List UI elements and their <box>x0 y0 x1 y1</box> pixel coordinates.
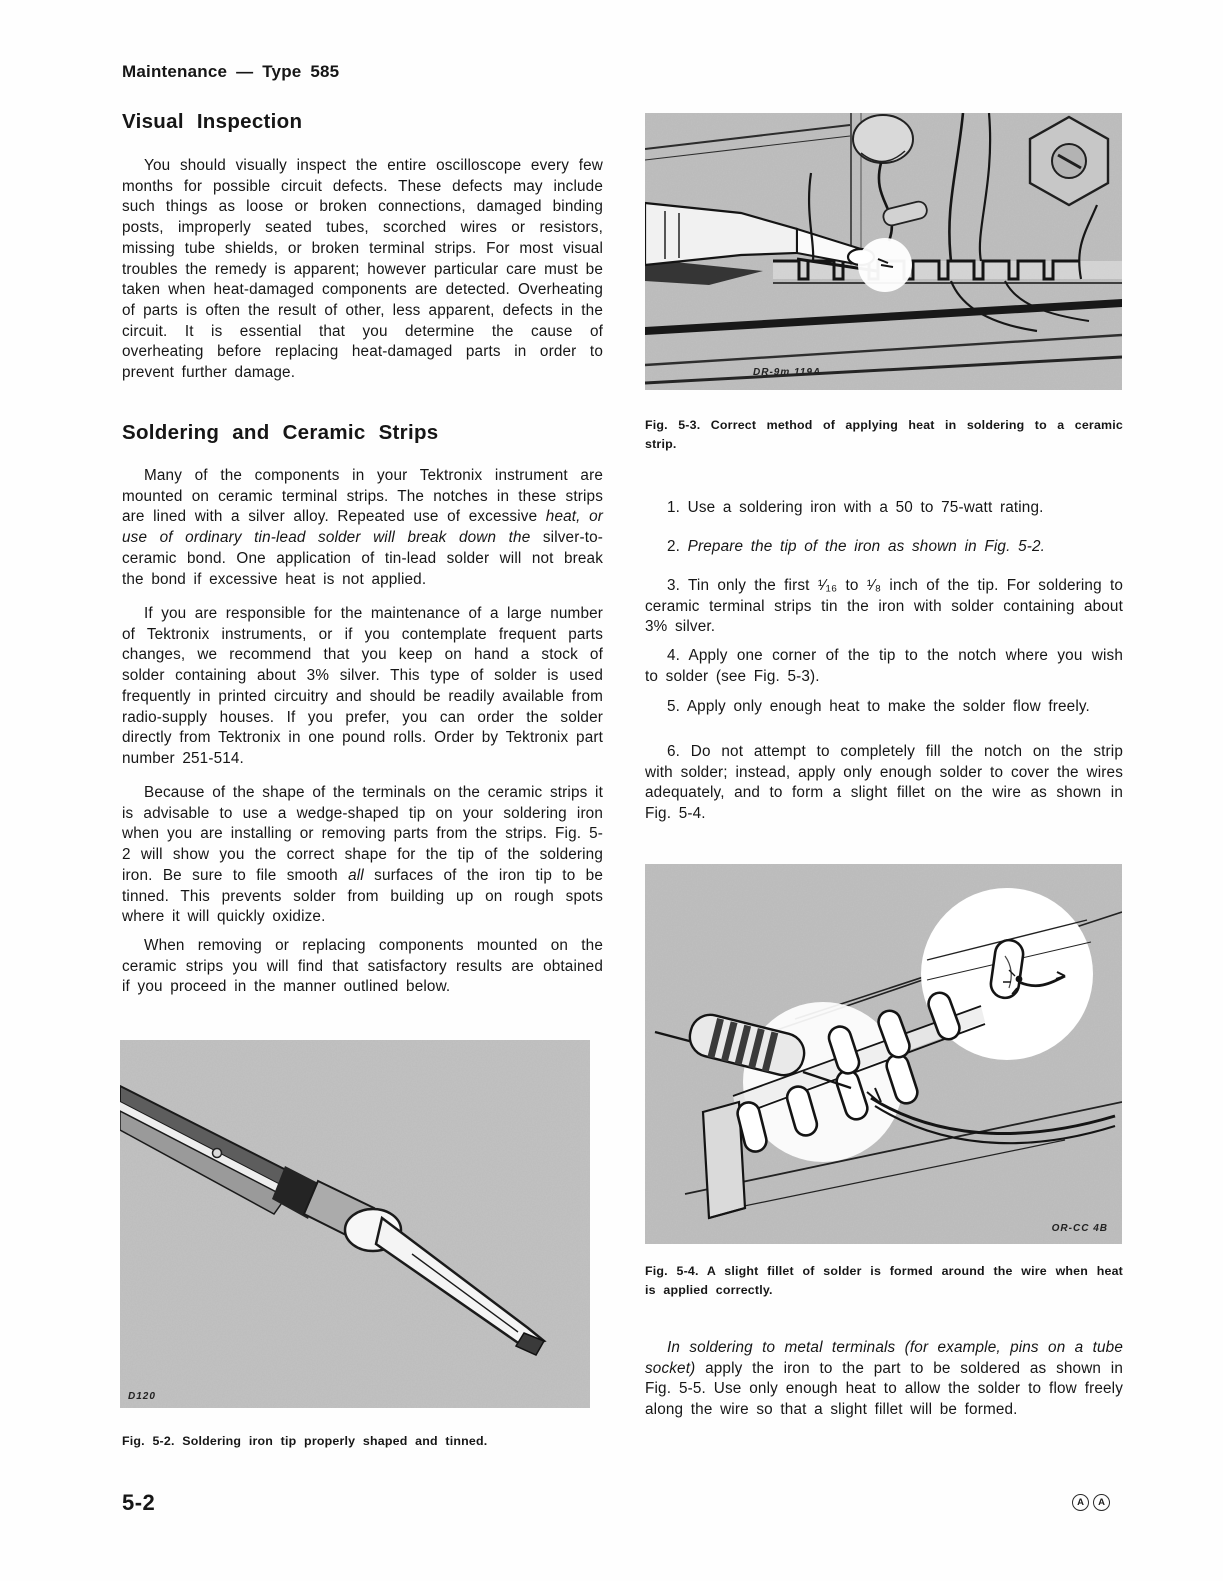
step-text: Apply one corner of the tip to the notch where you wish to solder (see Fig. 5-3). <box>645 647 1123 685</box>
step-number: 6. <box>667 743 681 760</box>
step-number: 2. <box>667 538 681 555</box>
figure-5-4-caption: Fig. 5-4. A slight fillet of solder is formed around the wire when heat is applied correctly. <box>645 1264 1123 1297</box>
step-item-3 <box>645 576 1123 638</box>
figure-5-2-mark: D120 <box>128 1391 156 1402</box>
soldering-iron-tip-illustration <box>120 1040 590 1408</box>
paragraph-soldering-4: When removing or replacing components mounted on the ceramic strips you will find that satisfactory results are obtained if you proceed in the manner outlined below. <box>122 937 603 996</box>
section-heading-soldering-ceramic-strips: Soldering and Ceramic Strips <box>122 421 439 444</box>
figure-5-4 <box>645 864 1122 1244</box>
paragraph-segment-italic: In soldering to metal terminals (for example, pins on a tube socket) <box>645 1339 1123 1377</box>
paragraph-soldering-1 <box>122 466 603 590</box>
paragraph-metal-terminals <box>645 1338 1123 1421</box>
paragraph-segment: surfaces of the iron tip to be tinned. This prevents solder from building up on rough spots where it will quickly oxidize. <box>122 866 603 926</box>
step-number: 3. <box>667 577 681 594</box>
figure-5-4-mark: OR-CC 4B <box>1051 1223 1108 1234</box>
step-number: 4. <box>667 647 681 664</box>
soldering-ceramic-strip-illustration <box>645 113 1122 390</box>
paragraph-soldering-2: If you are responsible for the maintenance of a large number of Tektronix instruments, or if you contemplate frequent parts changes, we recommend that you keep on hand a stock of solder containing about 3% silver. This type of solder is used frequently in printed circuitry and should be readily available from radio-supply houses. If you prefer, you can order the solder directly from Tektronix in one pound rolls. Order by Tektronix part number 251-514. <box>122 605 603 767</box>
paragraph-visual-inspection: You should visually inspect the entire oscilloscope every few months for possible circuit defects. These defects may include such things as loose or broken connections, damaged binding posts, improperly seated tubes, scorched wires or resistors, missing tube shields, or broken terminal strips. For most visual troubles the remedy is apparent; however particular care must be taken when heat-damaged components are detected. Overheating of parts is often the result of other, less apparent, defects in the circuit. It is essential that you determine the cause of overheating before replacing heat-damaged parts in order to prevent further damage. <box>122 157 603 382</box>
solder-fillet-illustration <box>645 864 1122 1244</box>
step-item-5 <box>645 697 1123 718</box>
step-text: Apply only enough heat to make the solder flow freely. <box>686 698 1090 715</box>
figure-5-2-caption: Fig. 5-2. Soldering iron tip properly shaped and tinned. <box>122 1434 488 1448</box>
step-text: Use a soldering iron with a 50 to 75-watt rating. <box>687 499 1044 516</box>
step-item-4 <box>645 646 1123 687</box>
step-number: 1. <box>667 499 681 516</box>
paragraph-segment: Because of the shape of the terminals on the ceramic strips it is advisable to use a wedge-shaped tip on your soldering iron when you are installing or removing parts from the strips. Fig. 5-2 will show you the correct shape for the tip of the soldering iron. Be sure to file smooth <box>122 784 603 884</box>
figure-5-3-mark: DR-9m 119A <box>753 367 822 378</box>
figure-5-2 <box>120 1040 590 1408</box>
step-text: Do not attempt to completely fill the notch on the strip with solder; instead, apply only enough solder to cover the wires adequately, and to form a slight fillet on the wire as shown in Fig. 5-4. <box>645 743 1123 823</box>
step-item-2 <box>645 537 1123 558</box>
figure-5-3-caption: Fig. 5-3. Correct method of applying heat in soldering to a ceramic strip. <box>645 418 1123 451</box>
circled-a-stamp: A <box>1072 1494 1089 1511</box>
paragraph-segment: silver-to-ceramic bond. One application of tin-lead solder will not break the bond if excessive heat is not applied. <box>122 529 604 588</box>
paragraph-segment-italic: heat, or use of ordinary tin-lead solder will break down the <box>122 508 603 547</box>
paragraph-segment: Many of the components in your Tektronix instrument are mounted on ceramic terminal strips. The notches in these strips are lined with a silver alloy. Repeated use of excessive <box>122 467 603 526</box>
step-item-6 <box>645 742 1123 825</box>
circled-a-stamp: A <box>1093 1494 1110 1511</box>
section-heading-visual-inspection: Visual Inspection <box>122 110 303 133</box>
approval-stamps <box>1072 1494 1110 1511</box>
page-header: Maintenance — Type 585 <box>122 62 340 81</box>
paragraph-segment-italic: all <box>348 866 364 884</box>
page-number: 5-2 <box>122 1490 156 1515</box>
step-text: Tin only the first ¹⁄₁₆ to ¹⁄₈ inch of the tip. For soldering to ceramic terminal strips tin the iron with solder containing about 3% silver. <box>645 577 1124 636</box>
paragraph-segment: apply the iron to the part to be soldered as shown in Fig. 5-5. Use only enough heat to allow the solder to flow freely along the wire so that a slight fillet will be formed. <box>645 1359 1123 1419</box>
step-number: 5. <box>667 698 681 715</box>
paragraph-soldering-3 <box>122 783 603 928</box>
step-text: Prepare the tip of the iron as shown in Fig. 5-2. <box>687 538 1046 555</box>
figure-5-3 <box>645 113 1122 390</box>
step-item-1 <box>645 498 1123 519</box>
